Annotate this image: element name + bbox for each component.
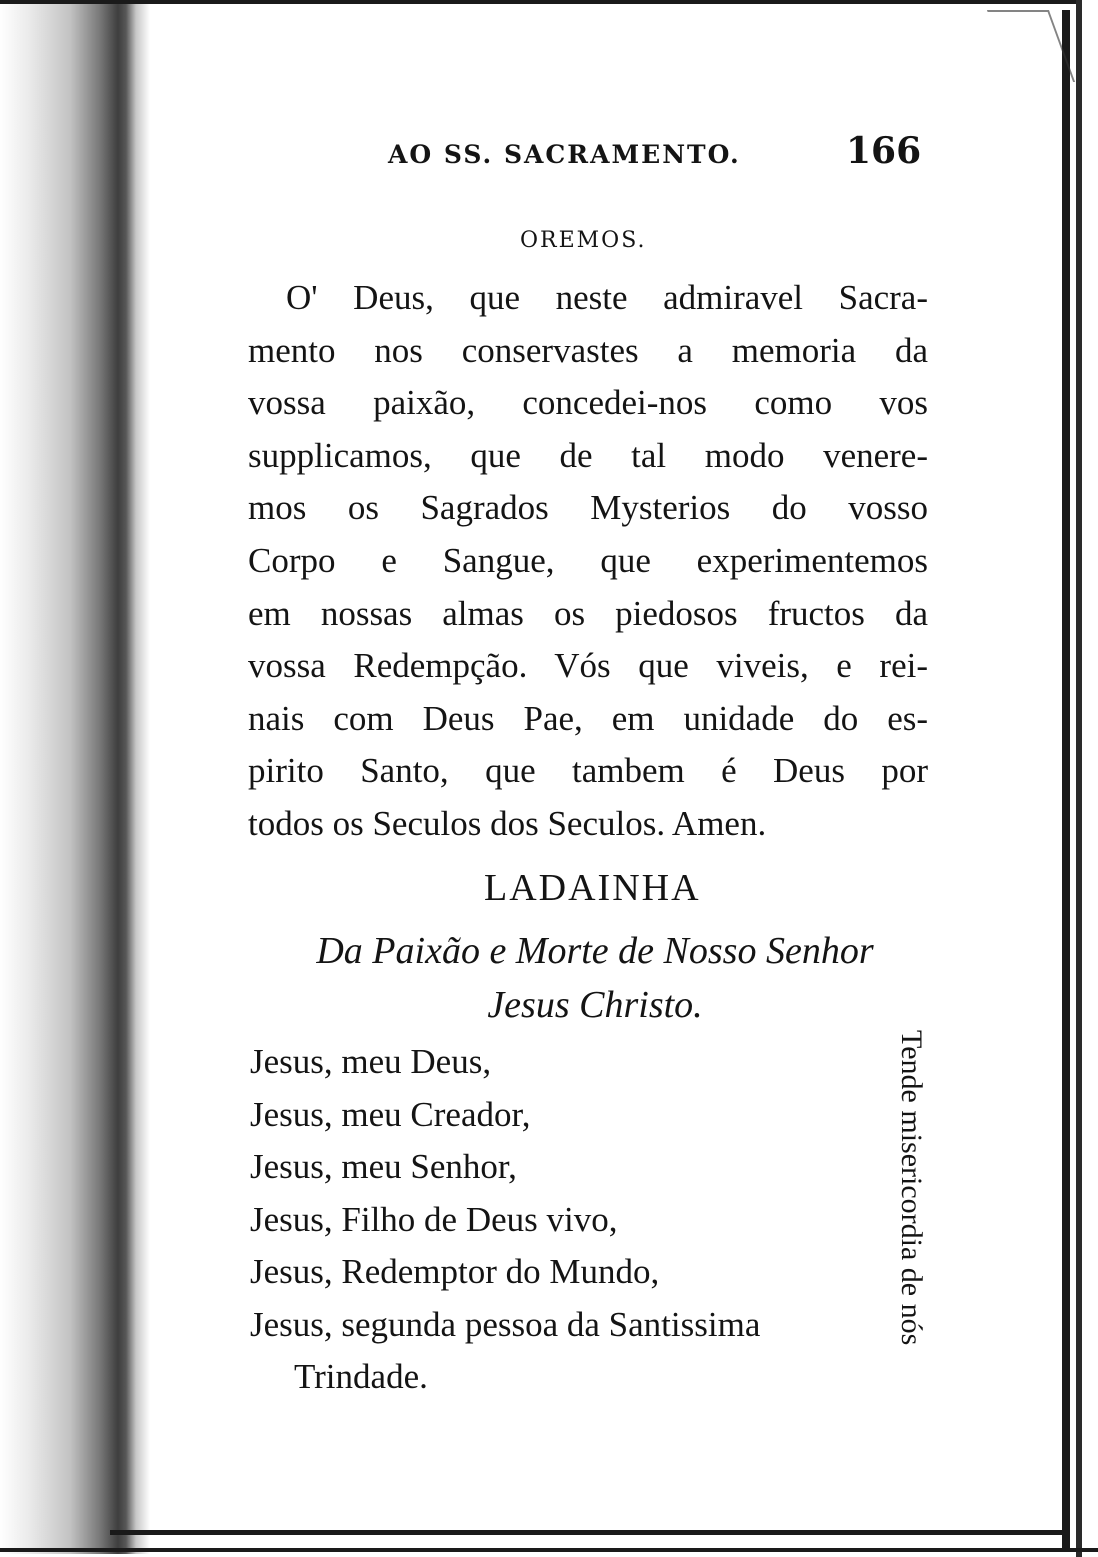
page-border-top (0, 0, 1080, 4)
litany-invocation: Trindade. (294, 1357, 428, 1396)
litany-title: LADAINHA (484, 867, 701, 909)
litany-invocation: Jesus, meu Senhor, (250, 1147, 517, 1186)
prayer-text (248, 272, 928, 851)
running-header-title: AO SS. SACRAMENTO. (388, 140, 741, 169)
page-edge-bottom (0, 1548, 1098, 1552)
litany-invocation: Jesus, segunda pessoa da Santissima (250, 1304, 761, 1344)
litany-subtitle-line1: Da Paixão e Morte de Nosso Senhor (316, 930, 874, 972)
prayer-line: nais com Deus Pae, em unidade do es- (248, 698, 928, 738)
prayer-line: em nossas almas os piedosos fructos da (248, 593, 928, 633)
litany-response: Tende misericordia de nós (895, 1030, 928, 1346)
page-gutter (0, 4, 150, 1554)
page-edge-right (1076, 0, 1082, 1557)
prayer-line: Corpo e Sangue, que experimentemos (248, 540, 928, 580)
litany-invocation: Jesus, Redemptor do Mundo, (250, 1252, 660, 1291)
litany-invocation: Jesus, Filho de Deus vivo, (250, 1199, 618, 1239)
prayer-line: pirito Santo, que tambem é Deus por (248, 751, 928, 791)
prayer-line: vossa paixão, concedei-nos como vos (248, 383, 928, 423)
litany-invocation: Jesus, meu Deus, (250, 1042, 492, 1081)
page-border-bottom (110, 1530, 1070, 1535)
litany-subtitle (255, 924, 935, 1032)
litany-invocation: Jesus, meu Creador, (250, 1094, 531, 1134)
prayer-line: mos os Sagrados Mysterios do vosso (248, 488, 928, 528)
prayer-heading: OREMOS. (520, 228, 647, 253)
prayer-line: vossa Redempção. Vós que viveis, e rei- (248, 646, 928, 686)
prayer-line: O' Deus, que neste admiravel Sacra- (286, 278, 928, 317)
prayer-line: supplicamos, que de tal modo venere- (248, 435, 928, 475)
litany-invocations (250, 1036, 890, 1404)
page-border-right (1062, 10, 1070, 1550)
litany-subtitle-line2: Jesus Christo. (487, 984, 703, 1026)
page-number: 166 (846, 130, 922, 172)
prayer-line: mento nos conservastes a memoria da (248, 330, 928, 370)
prayer-line: todos os Seculos dos Seculos. Amen. (248, 803, 767, 843)
